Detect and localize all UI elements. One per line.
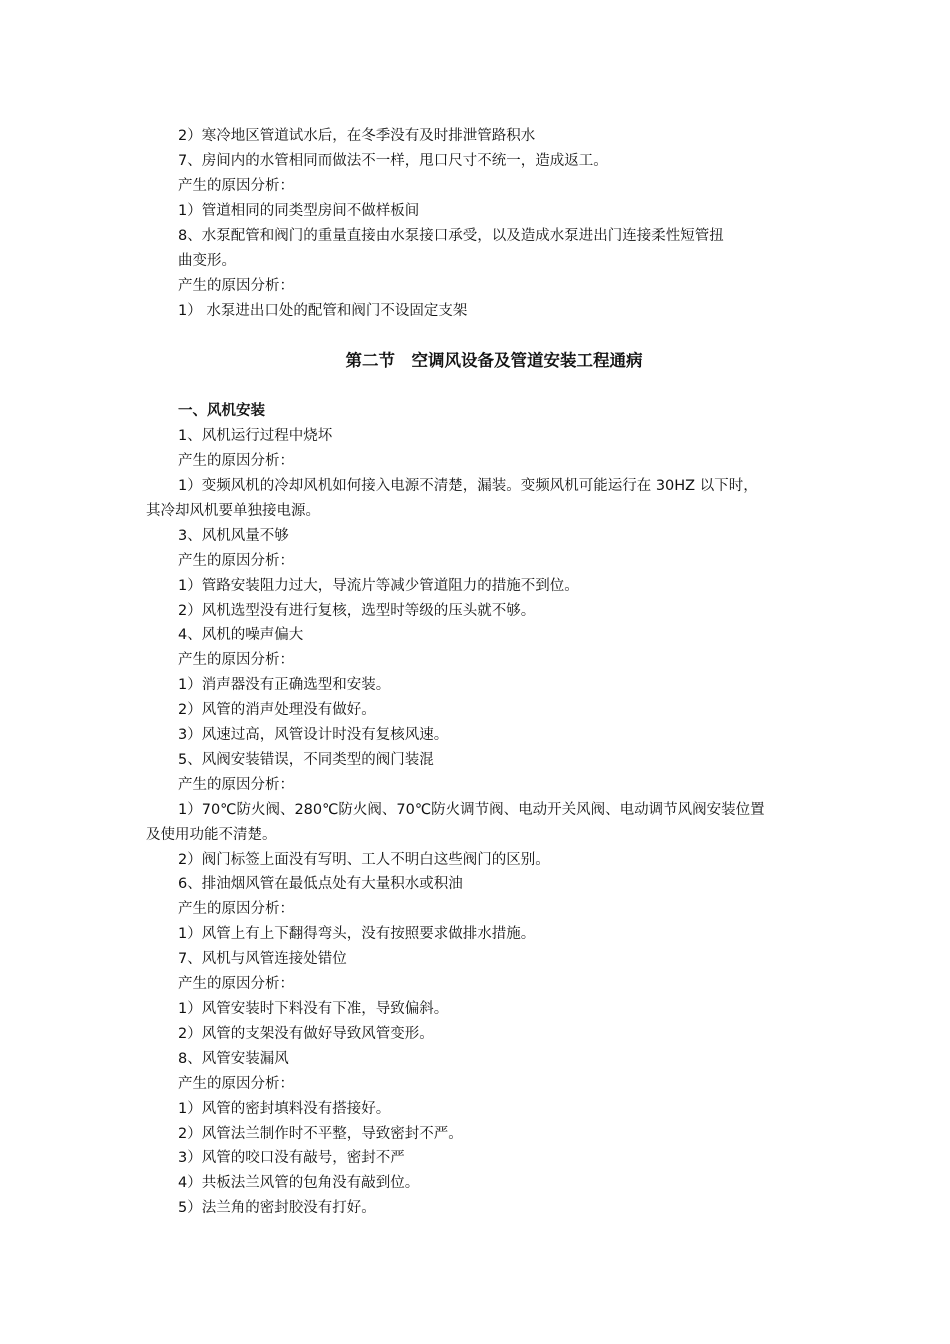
text-line: 6、排油烟风管在最低点处有大量积水或积油 [178,876,463,892]
text-line: 3）风管的咬口没有敲号，密封不严 [178,1150,405,1166]
text-line: 1）管路安装阻力过大，导流片等减少管道阻力的措施不到位。 [178,578,579,594]
text-line: 及使用功能不清楚。 [146,827,277,843]
text-line: 4、风机的噪声偏大 [178,627,304,643]
text-line: 产生的原因分析： [178,178,294,194]
text-line: 8、风管安装漏风 [178,1051,289,1067]
subsection-title: 一、风机安装 [178,403,265,419]
text-line: 2）阀门标签上面没有写明、工人不明白这些阀门的区别。 [178,852,550,868]
text-line: 7、风机与风管连接处错位 [178,951,347,967]
text-line: 1）风管上有上下翻得弯头，没有按照要求做排水措施。 [178,926,536,942]
text-line: 产生的原因分析： [178,901,294,917]
text-line: 2）风管法兰制作时不平整，导致密封不严。 [178,1126,463,1142]
text-line: 产生的原因分析： [178,1076,294,1092]
text-line: 其冷却风机要单独接电源。 [146,503,320,519]
text-line: 产生的原因分析： [178,777,294,793]
text-line: 1）消声器没有正确选型和安装。 [178,677,391,693]
text-line: 曲变形。 [178,253,236,269]
text-line: 5）法兰角的密封胶没有打好。 [178,1200,376,1216]
text-line: 4）共板法兰风管的包角没有敲到位。 [178,1175,420,1191]
text-line: 1、风机运行过程中烧坏 [178,428,333,444]
text-line: 1）变频风机的冷却风机如何接入电源不清楚，漏装。变频风机可能运行在 30HZ 以下时， [178,478,758,494]
text-line: 产生的原因分析： [178,553,294,569]
text-line: 产生的原因分析： [178,652,294,668]
text-line: 1）风管的密封填料没有搭接好。 [178,1101,391,1117]
text-line: 2）风机选型没有进行复核，选型时等级的压头就不够。 [178,603,536,619]
text-line: 2）风管的支架没有做好导致风管变形。 [178,1026,434,1042]
text-line: 产生的原因分析： [178,976,294,992]
text-line: 产生的原因分析： [178,453,294,469]
text-line: 3、风机风量不够 [178,528,289,544]
text-line: 8、水泵配管和阀门的重量直接由水泵接口承受，以及造成水泵进出门连接柔性短管扭 [178,228,724,244]
text-line: 1）管道相同的同类型房间不做样板间 [178,203,420,219]
text-line: 1）70℃防火阀、280℃防火阀、70℃防火调节阀、电动开关风阀、电动调节风阀安装位置 [178,802,765,818]
text-line: 1）风管安装时下料没有下准，导致偏斜。 [178,1001,449,1017]
text-line: 产生的原因分析： [178,278,294,294]
text-line: 1） 水泵进出口处的配管和阀门不设固定支架 [178,303,468,319]
text-line: 2）寒冷地区管道试水后，在冬季没有及时排泄管路积水 [178,128,536,144]
text-line: 3）风速过高，风管设计时没有复核风速。 [178,727,449,743]
text-line: 7、房间内的水管相同而做法不一样，甩口尺寸不统一，造成返工。 [178,153,608,169]
text-line: 2）风管的消声处理没有做好。 [178,702,376,718]
section-title: 第二节 空调风设备及管道安装工程通病 [345,351,643,370]
text-line: 5、风阀安装错误，不同类型的阀门装混 [178,752,434,768]
